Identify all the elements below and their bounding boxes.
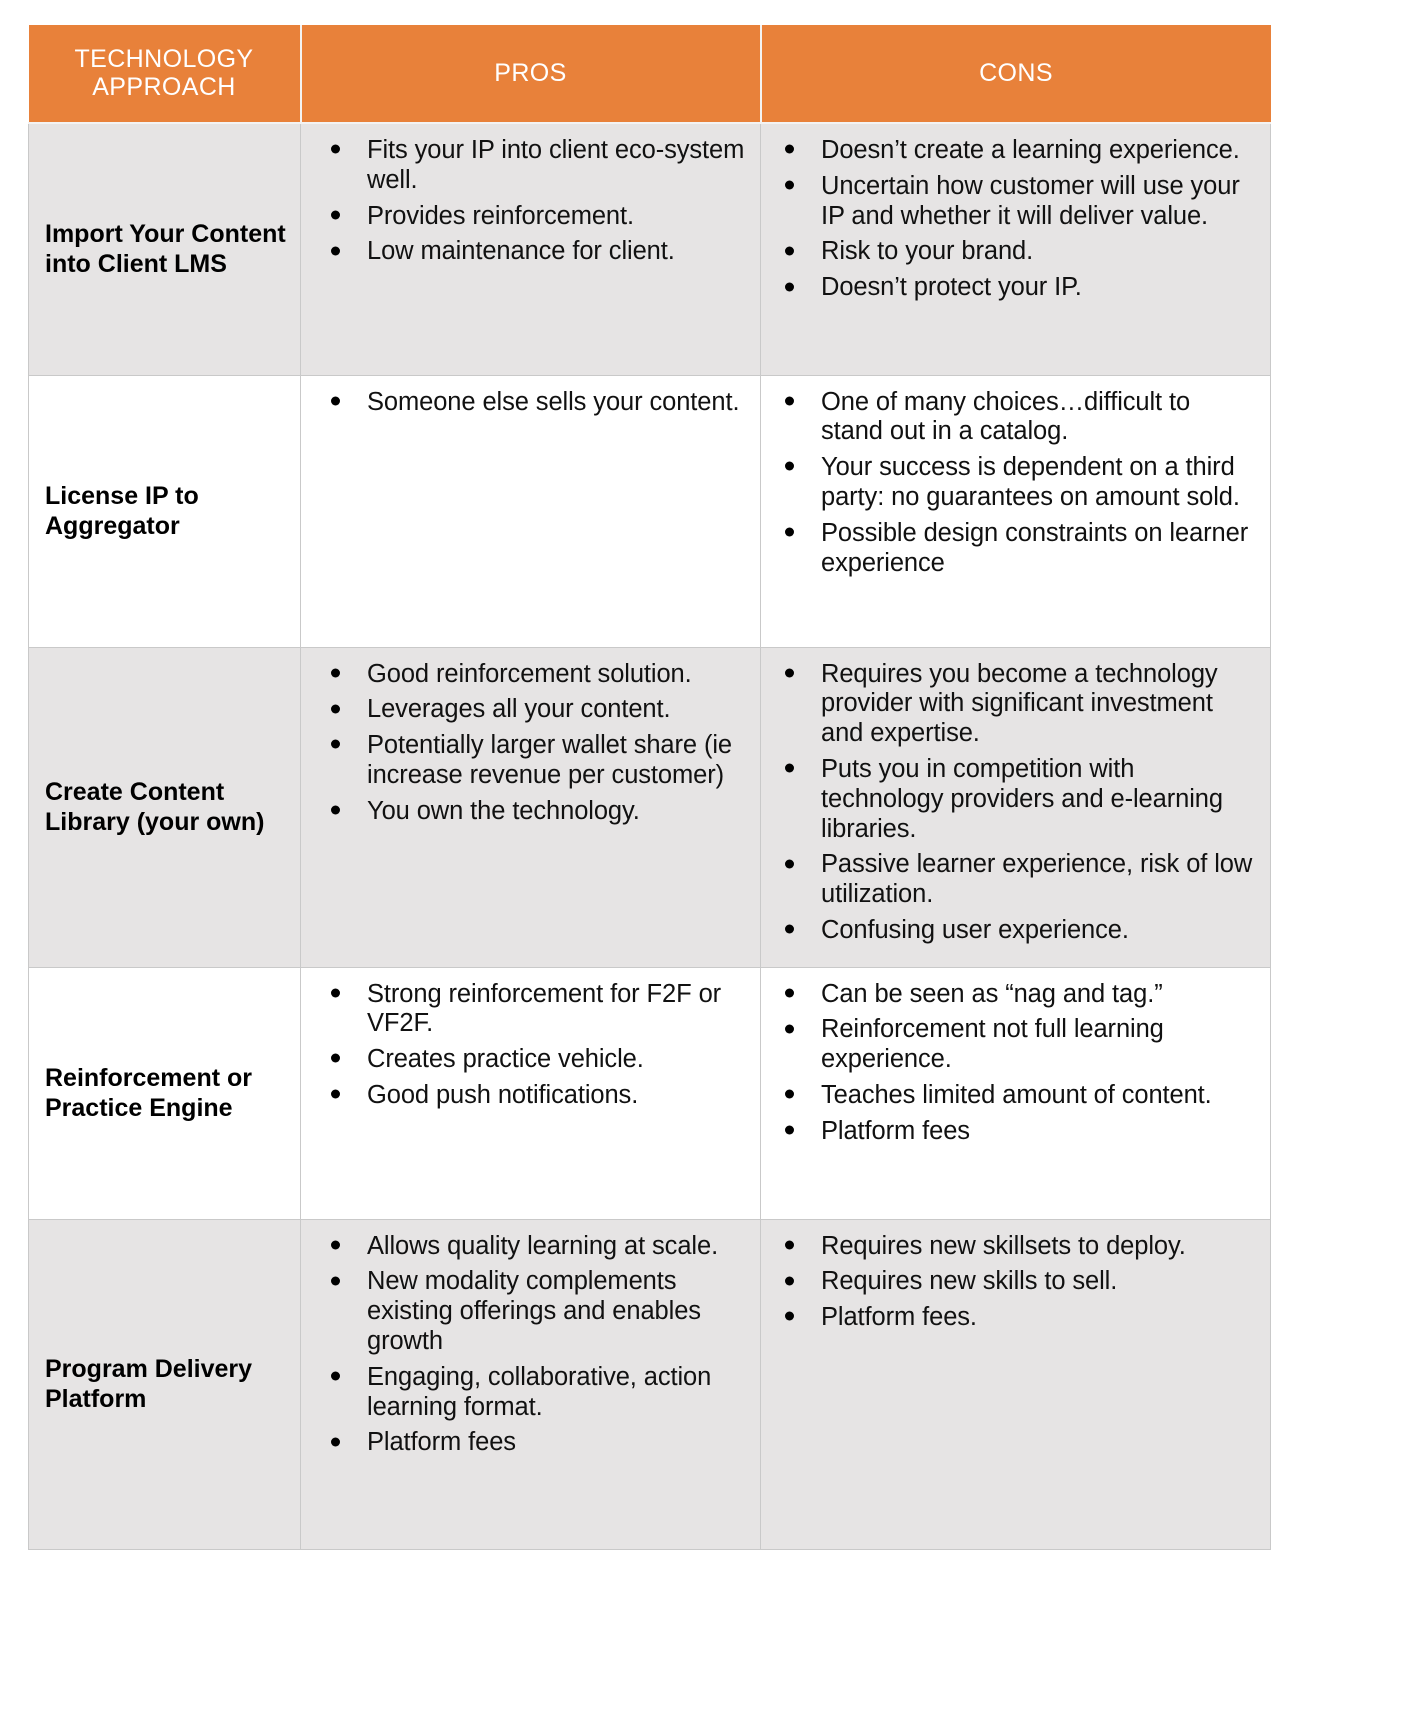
bullet-icon bbox=[785, 282, 794, 291]
list-item bbox=[305, 1363, 746, 1423]
list-item bbox=[765, 755, 1256, 844]
list-item bbox=[305, 1267, 746, 1356]
bullet-icon bbox=[331, 1240, 340, 1249]
pros-list bbox=[305, 660, 746, 827]
column-header-pros: PROS bbox=[301, 25, 761, 123]
cell-pros bbox=[301, 1219, 761, 1549]
list-item bbox=[765, 916, 1256, 946]
cell-pros bbox=[301, 375, 761, 647]
bullet-icon bbox=[785, 859, 794, 868]
bullet-icon bbox=[785, 1312, 794, 1321]
cons-list bbox=[765, 388, 1256, 579]
list-item bbox=[765, 136, 1256, 166]
bullet-icon bbox=[785, 988, 794, 997]
cell-technology-approach: Create Content Library (your own) bbox=[29, 647, 301, 967]
comparison-table-wrapper bbox=[28, 25, 1270, 1550]
cell-pros bbox=[301, 967, 761, 1219]
bullet-icon bbox=[785, 1240, 794, 1249]
list-item bbox=[765, 1117, 1256, 1147]
cell-cons bbox=[761, 375, 1271, 647]
cons-list bbox=[765, 1232, 1256, 1333]
list-item bbox=[765, 1267, 1256, 1297]
bullet-icon bbox=[331, 988, 340, 997]
list-item-label: Uncertain how customer will use your IP and whether it will deliver value. bbox=[821, 171, 1240, 230]
list-item bbox=[765, 273, 1256, 303]
bullet-icon bbox=[331, 704, 340, 713]
list-item bbox=[305, 797, 746, 827]
list-item-label: Passive learner experience, risk of low utilization. bbox=[821, 850, 1253, 909]
table-row bbox=[29, 647, 1271, 967]
list-item bbox=[765, 660, 1256, 749]
cons-list bbox=[765, 980, 1256, 1147]
list-item bbox=[765, 237, 1256, 267]
list-item-label: Good reinforcement solution. bbox=[367, 659, 692, 688]
list-item-label: New modality complements existing offerings and enables growth bbox=[367, 1267, 701, 1355]
bullet-icon bbox=[785, 396, 794, 405]
list-item-label: One of many choices…difficult to stand out in a catalog. bbox=[821, 387, 1191, 446]
list-item-label: Reinforcement not full learning experience. bbox=[821, 1015, 1164, 1074]
list-item-label: Doesn’t protect your IP. bbox=[821, 273, 1082, 302]
list-item-label: Provides reinforcement. bbox=[367, 201, 634, 230]
list-item bbox=[305, 695, 746, 725]
bullet-icon bbox=[331, 210, 340, 219]
bullet-icon bbox=[331, 1372, 340, 1381]
cell-cons bbox=[761, 647, 1271, 967]
list-item bbox=[765, 1015, 1256, 1075]
cell-pros bbox=[301, 123, 761, 375]
list-item bbox=[305, 388, 746, 418]
table-row bbox=[29, 967, 1271, 1219]
bullet-icon bbox=[331, 1437, 340, 1446]
list-item-label: Can be seen as “nag and tag.” bbox=[821, 979, 1163, 1008]
bullet-icon bbox=[331, 246, 340, 255]
bullet-icon bbox=[785, 528, 794, 537]
bullet-icon bbox=[785, 1126, 794, 1135]
list-item-label: Low maintenance for client. bbox=[367, 237, 675, 266]
cell-cons bbox=[761, 123, 1271, 375]
list-item bbox=[305, 1232, 746, 1262]
list-item-label: Platform fees bbox=[367, 1428, 516, 1457]
bullet-icon bbox=[331, 740, 340, 749]
list-item-label: Someone else sells your content. bbox=[367, 387, 740, 416]
pros-list bbox=[305, 388, 746, 418]
cons-list bbox=[765, 136, 1256, 303]
bullet-icon bbox=[785, 925, 794, 934]
list-item-label: Teaches limited amount of content. bbox=[821, 1080, 1212, 1109]
list-item-label: Potentially larger wallet share (ie increase revenue per customer) bbox=[367, 731, 733, 789]
list-item bbox=[305, 202, 746, 232]
list-item bbox=[305, 1081, 746, 1111]
table-body bbox=[29, 123, 1271, 1549]
cell-technology-approach: License IP to Aggregator bbox=[29, 375, 301, 647]
list-item bbox=[305, 980, 746, 1040]
list-item bbox=[765, 519, 1256, 579]
pros-list bbox=[305, 136, 746, 267]
list-item-label: Risk to your brand. bbox=[821, 237, 1034, 266]
list-item-label: Your success is dependent on a third party: no guarantees on amount sold. bbox=[821, 453, 1240, 511]
bullet-icon bbox=[785, 181, 794, 190]
list-item bbox=[305, 237, 746, 267]
bullet-icon bbox=[331, 1090, 340, 1099]
bullet-icon bbox=[785, 1024, 794, 1033]
bullet-icon bbox=[331, 145, 340, 154]
list-item-label: You own the technology. bbox=[367, 796, 640, 825]
list-item bbox=[765, 453, 1256, 513]
bullet-icon bbox=[331, 668, 340, 677]
list-item-label: Puts you in competition with technology providers and e-learning libraries. bbox=[821, 754, 1223, 843]
header-row bbox=[29, 25, 1271, 123]
bullet-icon bbox=[331, 396, 340, 405]
list-item-label: Good push notifications. bbox=[367, 1080, 639, 1109]
cons-list bbox=[765, 660, 1256, 946]
cell-technology-approach: Reinforcement or Practice Engine bbox=[29, 967, 301, 1219]
bullet-icon bbox=[331, 1054, 340, 1063]
list-item-label: Fits your IP into client eco-system well. bbox=[367, 136, 745, 194]
list-item-label: Requires new skillsets to deploy. bbox=[821, 1231, 1186, 1260]
list-item bbox=[765, 1081, 1256, 1111]
list-item bbox=[765, 980, 1256, 1010]
list-item bbox=[305, 136, 746, 196]
bullet-icon bbox=[785, 1276, 794, 1285]
list-item bbox=[305, 731, 746, 791]
table-row bbox=[29, 1219, 1271, 1549]
pros-list bbox=[305, 980, 746, 1111]
list-item-label: Allows quality learning at scale. bbox=[367, 1231, 719, 1260]
bullet-icon bbox=[785, 668, 794, 677]
list-item-label: Requires you become a technology provider with significant investment and expertise. bbox=[821, 659, 1218, 748]
list-item-label: Engaging, collaborative, action learning format. bbox=[367, 1362, 712, 1421]
list-item-label: Confusing user experience. bbox=[821, 916, 1129, 945]
bullet-icon bbox=[331, 806, 340, 815]
bullet-icon bbox=[785, 1090, 794, 1099]
bullet-icon bbox=[785, 246, 794, 255]
table-row bbox=[29, 375, 1271, 647]
pros-list bbox=[305, 1232, 746, 1459]
table-row bbox=[29, 123, 1271, 375]
list-item-label: Doesn’t create a learning experience. bbox=[821, 136, 1240, 164]
list-item-label: Strong reinforcement for F2F or VF2F. bbox=[367, 979, 722, 1038]
table-header bbox=[29, 25, 1271, 123]
cell-cons bbox=[761, 1219, 1271, 1549]
list-item bbox=[765, 850, 1256, 910]
column-header-technology-approach: TECHNOLOGY APPROACH bbox=[29, 25, 301, 123]
list-item bbox=[305, 660, 746, 690]
list-item bbox=[765, 388, 1256, 448]
cell-cons bbox=[761, 967, 1271, 1219]
bullet-icon bbox=[785, 145, 794, 154]
list-item-label: Possible design constraints on learner experience bbox=[821, 518, 1249, 577]
list-item-label: Platform fees. bbox=[821, 1303, 977, 1332]
technology-approach-comparison-table bbox=[28, 25, 1271, 1550]
list-item-label: Leverages all your content. bbox=[367, 695, 671, 724]
list-item-label: Platform fees bbox=[821, 1116, 970, 1145]
list-item bbox=[305, 1045, 746, 1075]
list-item bbox=[765, 172, 1256, 232]
cell-pros bbox=[301, 647, 761, 967]
bullet-icon bbox=[331, 1276, 340, 1285]
column-header-cons: CONS bbox=[761, 25, 1271, 123]
list-item bbox=[305, 1428, 746, 1458]
list-item-label: Creates practice vehicle. bbox=[367, 1045, 644, 1074]
cell-technology-approach: Program Delivery Platform bbox=[29, 1219, 301, 1549]
list-item bbox=[765, 1232, 1256, 1262]
bullet-icon bbox=[785, 764, 794, 773]
cell-technology-approach: Import Your Content into Client LMS bbox=[29, 123, 301, 375]
bullet-icon bbox=[785, 462, 794, 471]
list-item bbox=[765, 1303, 1256, 1333]
list-item-label: Requires new skills to sell. bbox=[821, 1267, 1118, 1296]
